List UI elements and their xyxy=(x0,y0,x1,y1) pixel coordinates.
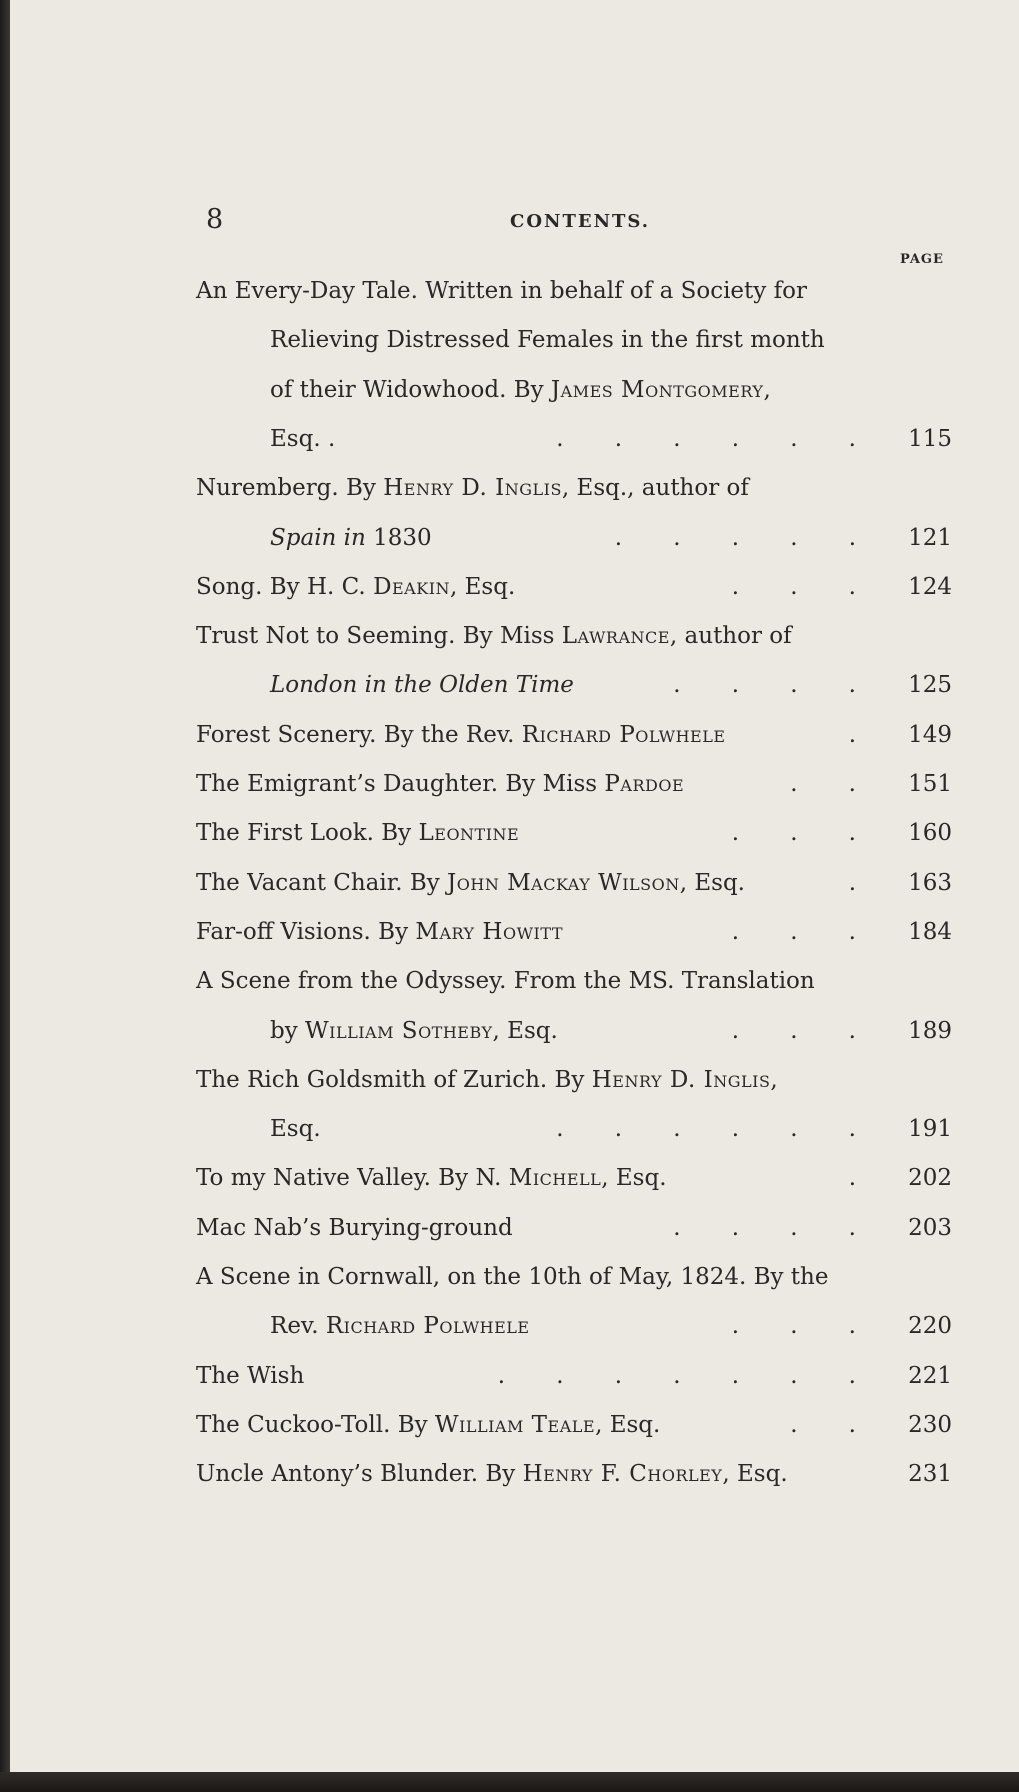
entry-text: , xyxy=(763,377,771,403)
toc-page-number: 149 xyxy=(908,722,952,748)
toc-entry-title xyxy=(196,623,792,649)
toc-entry-continuation xyxy=(270,1018,558,1044)
leader-dots: . xyxy=(848,870,856,896)
entry-text: The Rich Goldsmith of Zurich. By xyxy=(196,1067,592,1093)
book-page xyxy=(10,0,1019,1772)
entry-text: Nuremberg. By xyxy=(196,475,384,501)
leader-dots: . . xyxy=(790,771,856,797)
table-of-contents xyxy=(10,0,1019,1772)
entry-text: , Esq., author of xyxy=(561,475,749,501)
leader-dots: . xyxy=(848,722,856,748)
leader-dots: . . . xyxy=(731,820,856,846)
leader-dots: . . . . xyxy=(673,1215,856,1241)
entry-text: The Vacant Chair. By xyxy=(196,870,448,896)
toc-entry-continuation xyxy=(270,672,574,698)
toc-page-number: 115 xyxy=(908,426,952,452)
leader-dots: . . . . xyxy=(673,672,856,698)
leader-dots: . . . . . . xyxy=(556,1116,856,1142)
toc-entry-title xyxy=(196,771,684,797)
leader-dots: . . . . . xyxy=(614,525,856,551)
italic-title: London in the Olden Time xyxy=(270,672,574,698)
entry-text: 1830 xyxy=(365,525,432,551)
page-shadow-bottom xyxy=(0,1772,1019,1792)
entry-text: Mac Nab’s Burying-ground xyxy=(196,1215,513,1241)
author-name: Richard Polwhele xyxy=(325,1313,530,1339)
toc-entry-title xyxy=(196,1412,660,1438)
entry-text: , Esq. xyxy=(492,1018,558,1044)
entry-text: Uncle Antony’s Blunder. By xyxy=(196,1461,523,1487)
leader-dots: . . . . . . . xyxy=(497,1363,856,1389)
author-name: Henry F. Chorley xyxy=(522,1461,723,1487)
toc-entry-title xyxy=(196,1363,304,1389)
toc-entry-title xyxy=(196,1461,788,1487)
entry-text: Forest Scenery. By the Rev. xyxy=(196,722,522,748)
author-name: James Montgomery xyxy=(550,377,764,403)
toc-entry-continuation xyxy=(270,377,771,403)
entry-text: Esq. . xyxy=(270,426,336,452)
toc-entry-continuation xyxy=(270,525,432,551)
entry-text: , Esq. xyxy=(679,870,745,896)
author-name: Lawrance xyxy=(561,623,670,649)
author-name: Mary Howitt xyxy=(415,919,564,945)
entry-text: Relieving Distressed Females in the first month xyxy=(270,327,825,353)
toc-page-number: 163 xyxy=(908,870,952,896)
toc-page-number: 189 xyxy=(908,1018,952,1044)
toc-page-number: 121 xyxy=(908,525,952,551)
leader-dots: . . . xyxy=(731,1018,856,1044)
author-name: Deakin xyxy=(373,574,451,600)
toc-entry-title xyxy=(196,968,815,994)
toc-entry-title xyxy=(196,1067,778,1093)
running-head: CONTENTS. xyxy=(510,211,651,232)
toc-entry-title xyxy=(196,1165,667,1191)
entry-text: , xyxy=(770,1067,778,1093)
toc-page-number: 191 xyxy=(908,1116,952,1142)
entry-text: of their Widowhood. By xyxy=(270,377,551,403)
author-name: Leontine xyxy=(418,820,520,846)
entry-text: To my Native Valley. By N. xyxy=(196,1165,509,1191)
leader-dots: . . . . . . xyxy=(556,426,856,452)
author-name: William Sotheby xyxy=(305,1018,493,1044)
toc-entry-title xyxy=(196,820,519,846)
author-name: Pardoe xyxy=(604,771,685,797)
entry-text: The Cuckoo-Toll. By xyxy=(196,1412,435,1438)
entry-text: A Scene from the Odyssey. From the MS. Translation xyxy=(196,968,815,994)
entry-text: Rev. xyxy=(270,1313,326,1339)
toc-entry-title xyxy=(196,1215,513,1241)
author-name: Michell xyxy=(508,1165,602,1191)
toc-entry-continuation xyxy=(270,426,335,452)
leader-dots: . . xyxy=(790,1412,856,1438)
toc-entry-title xyxy=(196,1264,828,1290)
toc-page-number: 231 xyxy=(908,1461,952,1487)
toc-page-number: 202 xyxy=(908,1165,952,1191)
toc-entry-title xyxy=(196,722,726,748)
entry-text: Far-off Visions. By xyxy=(196,919,416,945)
toc-page-number: 220 xyxy=(908,1313,952,1339)
toc-entry-continuation xyxy=(270,1313,530,1339)
page-number: 8 xyxy=(206,204,224,235)
toc-page-number: 160 xyxy=(908,820,952,846)
entry-text: , Esq. xyxy=(722,1461,788,1487)
author-name: John Mackay Wilson xyxy=(447,870,680,896)
toc-page-number: 203 xyxy=(908,1215,952,1241)
author-name: Henry D. Inglis xyxy=(591,1067,771,1093)
page-shadow-left xyxy=(0,0,10,1792)
author-name: Richard Polwhele xyxy=(521,722,726,748)
author-name: William Teale xyxy=(434,1412,596,1438)
entry-text: , Esq. xyxy=(595,1412,661,1438)
toc-page-number: 184 xyxy=(908,919,952,945)
leader-dots: . xyxy=(848,1165,856,1191)
toc-page-number: 124 xyxy=(908,574,952,600)
entry-text: , Esq. xyxy=(450,574,516,600)
leader-dots: . . . xyxy=(731,574,856,600)
toc-entry-title xyxy=(196,574,515,600)
toc-page-number: 125 xyxy=(908,672,952,698)
italic-title: Spain in xyxy=(270,525,366,551)
page-column-label: PAGE xyxy=(900,252,944,267)
leader-dots: . . . xyxy=(731,919,856,945)
author-name: Henry D. Inglis xyxy=(383,475,562,501)
toc-page-number: 230 xyxy=(908,1412,952,1438)
entry-text: A Scene in Cornwall, on the 10th of May, 1824. By the xyxy=(196,1264,829,1290)
toc-page-number: 151 xyxy=(908,771,952,797)
toc-page-number: 221 xyxy=(908,1363,952,1389)
entry-text: The Wish xyxy=(196,1363,305,1389)
toc-entry-continuation xyxy=(270,327,825,353)
entry-text: Song. By H. C. xyxy=(196,574,374,600)
entry-text: The First Look. By xyxy=(196,820,419,846)
toc-entry-title xyxy=(196,919,563,945)
entry-text: The Emigrant’s Daughter. By Miss xyxy=(196,771,605,797)
toc-entry-title xyxy=(196,475,749,501)
toc-entry-title xyxy=(196,278,807,304)
leader-dots: . . . xyxy=(731,1313,856,1339)
entry-text: , author of xyxy=(669,623,792,649)
entry-text: Trust Not to Seeming. By Miss xyxy=(196,623,562,649)
entry-text: Esq. xyxy=(270,1116,321,1142)
entry-text: , Esq. xyxy=(601,1165,667,1191)
entry-text: by xyxy=(270,1018,306,1044)
toc-entry-continuation xyxy=(270,1116,321,1142)
toc-entry-title xyxy=(196,870,745,896)
entry-text: An Every-Day Tale. Written in behalf of a Society for xyxy=(196,278,807,304)
